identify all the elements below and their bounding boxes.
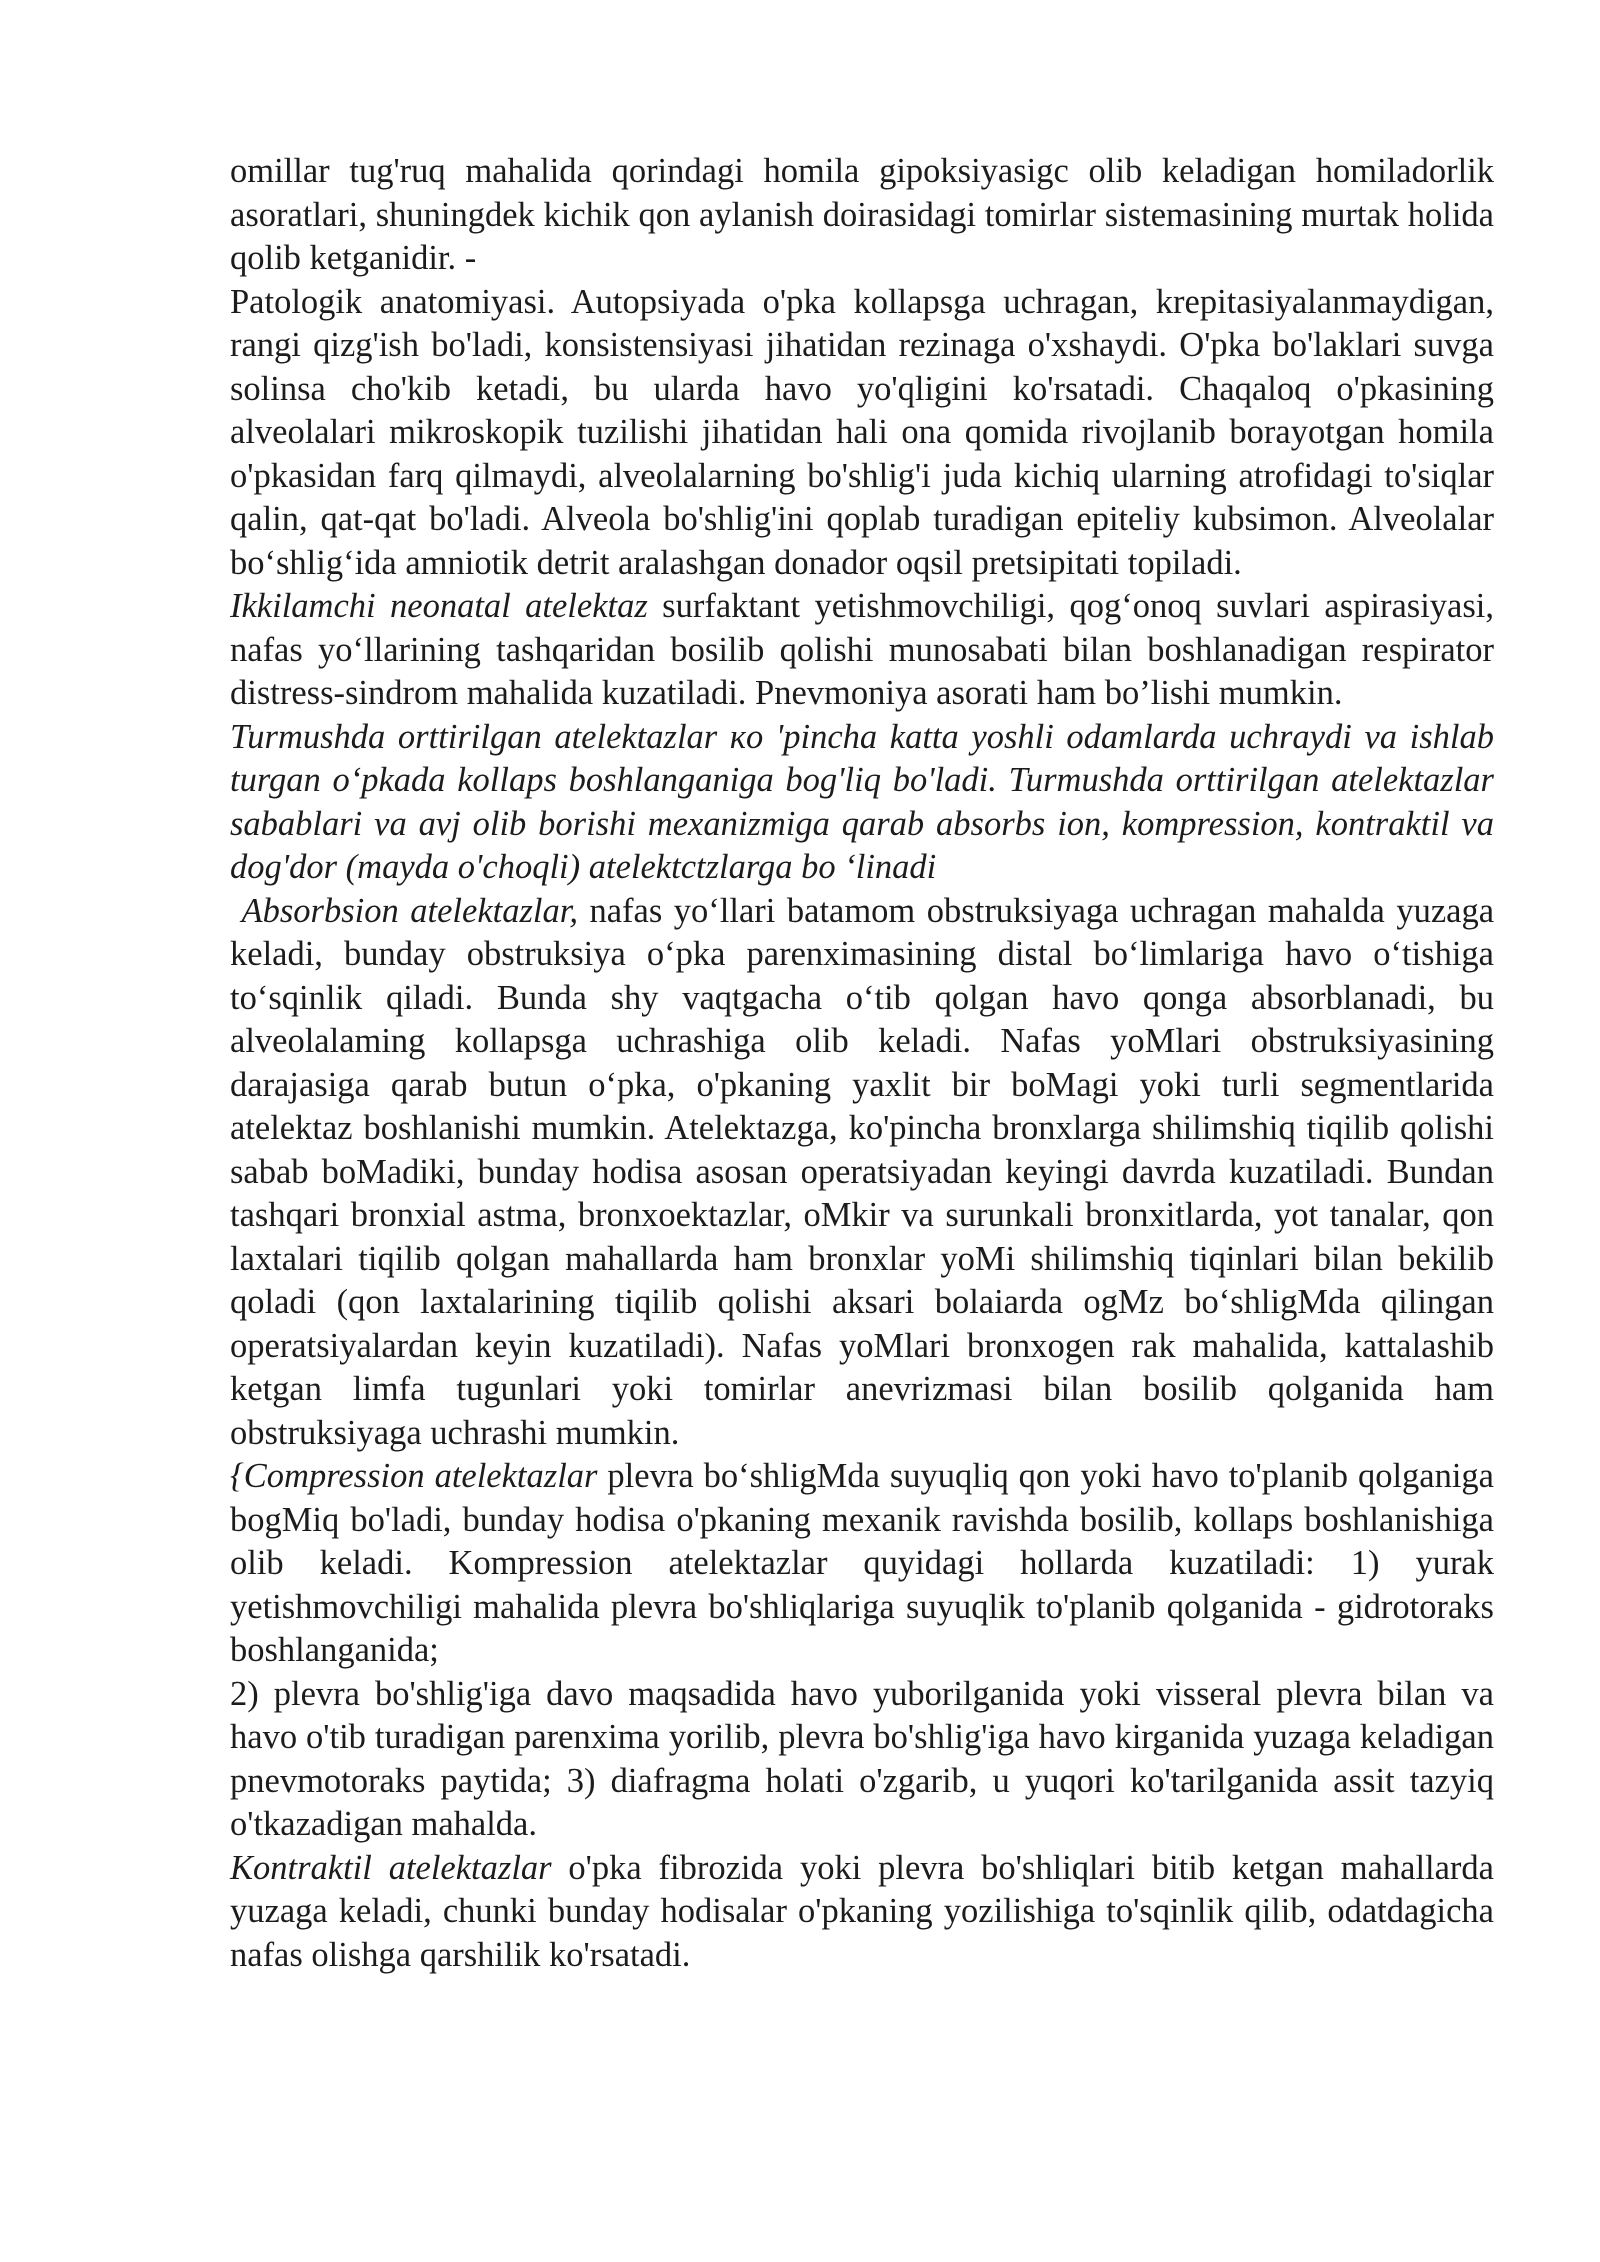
paragraph-text: omillar tug'ruq mahalida qorindagi homila gipoksiyasigc olib keladigan homiladorlik asoratlari, shuningdek kichik qon aylanish doirasidagi tomirlar sistemasining murtak holida qolib ketganidir. - xyxy=(230,152,1494,277)
italic-term: Ikkilamchi neonatal atelektaz xyxy=(230,587,648,625)
paragraph-acquired-atelectasis xyxy=(230,716,1494,890)
italic-term: Kontraktil atelektazlar xyxy=(230,1848,552,1887)
paragraph-text: nafas yo‘llari batamom obstruksiyaga uchragan mahalda yuzaga keladi, bunday obstruksiya o‘pka parenximasining distal bo‘limlariga havo o‘tishiga to‘sqinlik qiladi. Bunda shy vaqtgacha o‘tib qolgan havo qonga absorblanadi, bu alveolalaming kollapsga uchrashiga olib keladi. Nafas yoMlari obstruksiyasining darajasiga qarab butun o‘pka, o'pkaning yaxlit bir boMagi yoki turli segmentlarida atelektaz boshlanishi mumkin. Atelektazga, ko'pincha bronxlarga shilimshiq tiqilib qolishi sabab boMadiki, bunday hodisa asosan operatsiyadan keyingi davrda kuzatiladi. Bundan tashqari bronxial astma, bronxoektazlar, oMkir va surunkali bronxitlarda, yot tanalar, qon laxtalari tiqilib qolgan mahallarda ham bronxlar yoMi shilimshiq tiqinlari bilan bekilib qoladi (qon laxtalarining tiqilib qolishi aksari bolaiarda ogMz bo‘shligMda qilingan operatsiyalardan keyin kuzatiladi). Nafas yoMlari bronxogen rak mahalida, kattalashib ketgan limfa tugunlari yoki tomirlar anevrizmasi bilan bosilib qolganida ham obstruksiyaga uchrashi mumkin. xyxy=(230,891,1495,1452)
italic-term: {Compression atelektazlar xyxy=(230,1457,598,1495)
paragraph-compression-atelectasis xyxy=(230,1455,1494,1673)
paragraph-contractile-atelectasis xyxy=(230,1847,1494,1978)
italic-paragraph-text: Turmushda orttirilgan atelektazlar кo 'pincha katta yoshli odamlarda uchraydi va ishlab turgan o‘pkada kollaps boshlanganiga bog'liq bo'ladi. Turmushda orttirilgan atelektazlar sabablari va avj olib borishi mexanizmiga qarab absorbs ion, kompression, kontraktil va dog'dor (mayda o'choqli) atelektctzlarga bo ‘linadi xyxy=(230,717,1494,886)
leading-space xyxy=(230,892,242,930)
paragraph-absorption-atelectasis xyxy=(230,890,1494,1456)
paragraph-text: surfaktant yetishmovchiligi, qog‘onoq suvlari aspirasiyasi, nafas yo‘llarining tashqaridan bosilib qolishi munosabati bilan boshlanadigan respirator distress-sindrom mahalida kuzatiladi. Pnevmoniya asorati ham bo’lishi mumkin. xyxy=(230,587,1494,712)
paragraph-text: 2) plevra bo'shlig'iga davo maqsadida havo yuborilganida yoki visseral plevra bilan va havo o'tib turadigan parenxima yorilib, plevra bo'shlig'iga havo kirganida yuzaga keladigan pnevmotoraks paytida; 3) diafragma holati o'zgarib, u yuqori ko'tarilganida assit tazyiq o'tkazadigan mahalda. xyxy=(230,1674,1494,1843)
document-page xyxy=(230,150,1494,1977)
paragraph-text: plevra bo‘shligMda suyuqliq qon yoki havo to'planib qolganiga bogMiq bo'ladi, bunday hodisa o'pkaning mexanik ravishda bosilib, kollaps boshlanishiga olib keladi. Kompression atelektazlar quyidagi hollarda kuzatiladi: 1) yurak yetishmovchiligi mahalida plevra bo'shliqlariga suyuqlik to'planib qolganida - gidrotoraks boshlanganida; xyxy=(230,1457,1494,1669)
paragraph-text: Patologik anatomiyasi. Autopsiyada o'pka kollapsga uchragan, krepitasiyalanmaydigan, rangi qizg'ish bo'ladi, konsistensiyasi jihatidan rezinaga o'xshaydi. O'pka bo'laklari suvga solinsa cho'kib ketadi, bu ularda havo yo'qligini ko'rsatadi. Chaqaloq o'pkasining alveolalari mikroskopik tuzilishi jihatidan hali ona qomida rivojlanib borayotgan homila o'pkasidan farq qilmaydi, alveolalarning bo'shlig'i juda kichiq ularning atrofidagi to'siqlar qalin, qat-qat bo'ladi. Alveola bo'shlig'ini qoplab turadigan epiteliy kubsimon. Alveolalar bo‘shlig‘ida amniotik detrit aralashgan donador oqsil pretsipitati topiladi. xyxy=(230,282,1494,582)
paragraph-compression-causes xyxy=(230,1673,1494,1847)
italic-term: Absorbsion atelektazlar, xyxy=(241,891,578,930)
paragraph-etiology xyxy=(230,150,1494,281)
paragraph-text: o'pka fibrozida yoki plevra bo'shliqlari bitib ketgan mahallarda yuzaga keladi, chunki bunday hodisalar o'pkaning yozilishiga to'sqinlik qilib, odatdagicha nafas olishga qarshilik ko'rsatadi. xyxy=(230,1848,1494,1974)
paragraph-secondary-atelectasis xyxy=(230,585,1494,716)
paragraph-pathological-anatomy xyxy=(230,281,1494,586)
